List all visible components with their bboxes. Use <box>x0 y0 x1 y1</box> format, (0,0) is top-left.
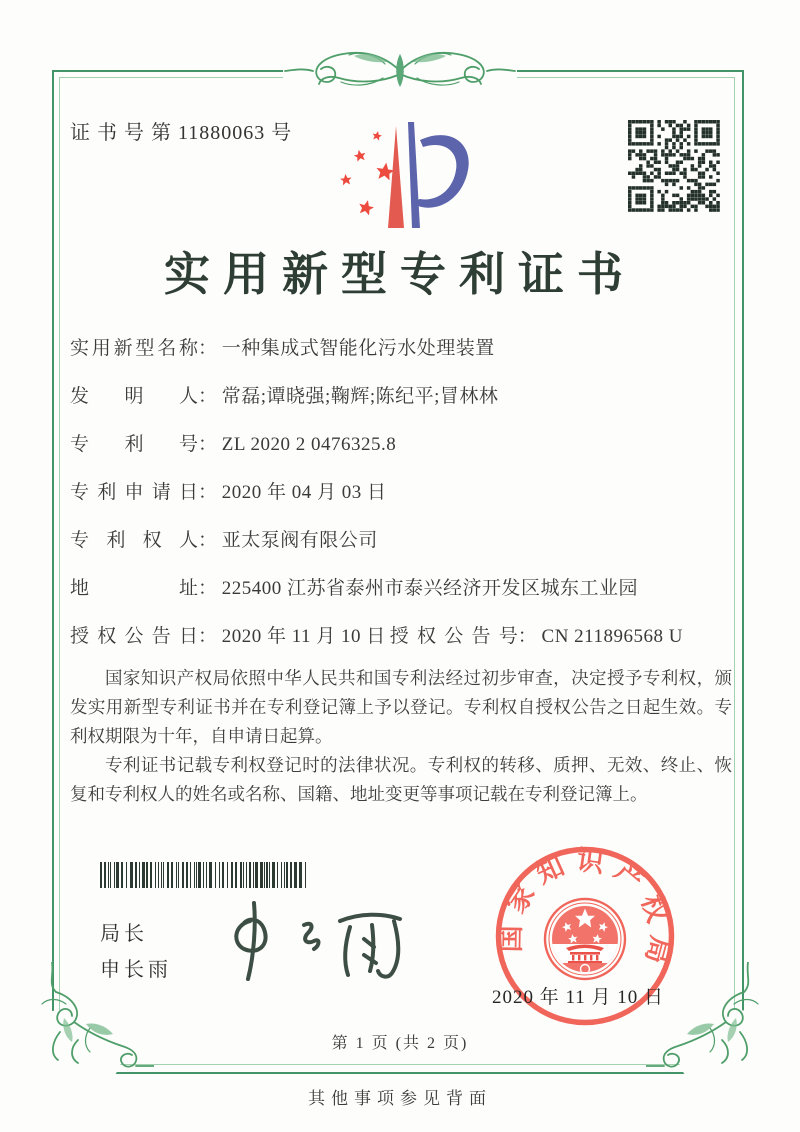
seal-date: 2020 年 11 月 10 日 <box>492 987 665 1008</box>
page-number: 第 1 页 (共 2 页) <box>331 1035 469 1052</box>
seal-ring-text: 国家知识产权局 <box>495 844 676 976</box>
field-label: 授权公告号 <box>389 626 518 647</box>
grant-no-pair <box>390 626 683 647</box>
barcode-icon <box>100 862 310 888</box>
field-label: 专利权人 <box>70 530 198 551</box>
field-row-inventors <box>70 384 732 432</box>
field-value: 2020 年 11 月 10 日 <box>221 626 386 647</box>
field-row-filing-date <box>70 480 732 528</box>
field-colon: ： <box>198 434 218 455</box>
certificate-number: 证 书 号 第 11880063 号 <box>70 122 293 144</box>
field-value: 225400 江苏省泰州市泰兴经济开发区城东工业园 <box>221 578 639 599</box>
grant-date-pair <box>70 624 385 650</box>
field-rows <box>70 336 732 672</box>
signer-name: 申长雨 <box>100 959 172 981</box>
field-colon: ： <box>517 626 537 647</box>
field-colon: ： <box>198 338 218 359</box>
field-row-address <box>70 576 732 624</box>
field-label: 专利申请日 <box>70 482 198 503</box>
director-signature-icon <box>212 890 422 992</box>
signer-title: 局长 <box>100 923 148 945</box>
field-label: 实用新型名称 <box>70 338 198 359</box>
field-value: CN 211896568 U <box>541 626 683 647</box>
national-emblem-icon <box>545 899 625 979</box>
field-value: ZL 2020 2 0476325.8 <box>221 434 397 455</box>
field-row-name <box>70 336 732 384</box>
field-colon: ： <box>198 578 218 599</box>
legal-paragraph-1: 国家知识产权局依照中华人民共和国专利法经过初步审查，决定授予专利权，颁发实用新型专利证书并在专利登记簿上予以登记。专利权自授权公告之日起生效。专利权期限为十年，自申请日起算。 <box>70 668 732 746</box>
signer-block <box>100 916 172 988</box>
certificate-title: 实用新型专利证书 <box>164 249 636 300</box>
field-colon: ： <box>198 626 218 647</box>
border-ornament-top-icon <box>265 38 535 104</box>
field-label: 专利号 <box>70 434 198 455</box>
field-row-patent-no <box>70 432 732 480</box>
back-note: 其他事项参见背面 <box>308 1089 492 1108</box>
cnipa-logo-icon <box>333 110 478 238</box>
field-value: 2020 年 04 月 03 日 <box>221 482 387 503</box>
field-colon: ： <box>198 386 218 407</box>
field-colon: ： <box>198 482 218 503</box>
field-value: 常磊;谭晓强;鞠辉;陈纪平;冒林林 <box>221 386 499 407</box>
field-colon: ： <box>198 530 218 551</box>
field-label: 地址 <box>70 578 198 599</box>
field-value: 亚太泵阀有限公司 <box>221 530 378 551</box>
legal-text <box>70 664 732 809</box>
legal-paragraph-2: 专利证书记载专利权登记时的法律状况。专利权的转移、质押、无效、终止、恢复和专利权人的姓名或名称、国籍、地址变更等事项记载在专利登记簿上。 <box>70 755 732 804</box>
field-label: 授权公告日 <box>70 626 198 647</box>
qr-code-icon <box>628 120 720 212</box>
field-value: 一种集成式智能化污水处理装置 <box>221 338 495 359</box>
field-row-patentee <box>70 528 732 576</box>
field-label: 发明人 <box>70 386 198 407</box>
